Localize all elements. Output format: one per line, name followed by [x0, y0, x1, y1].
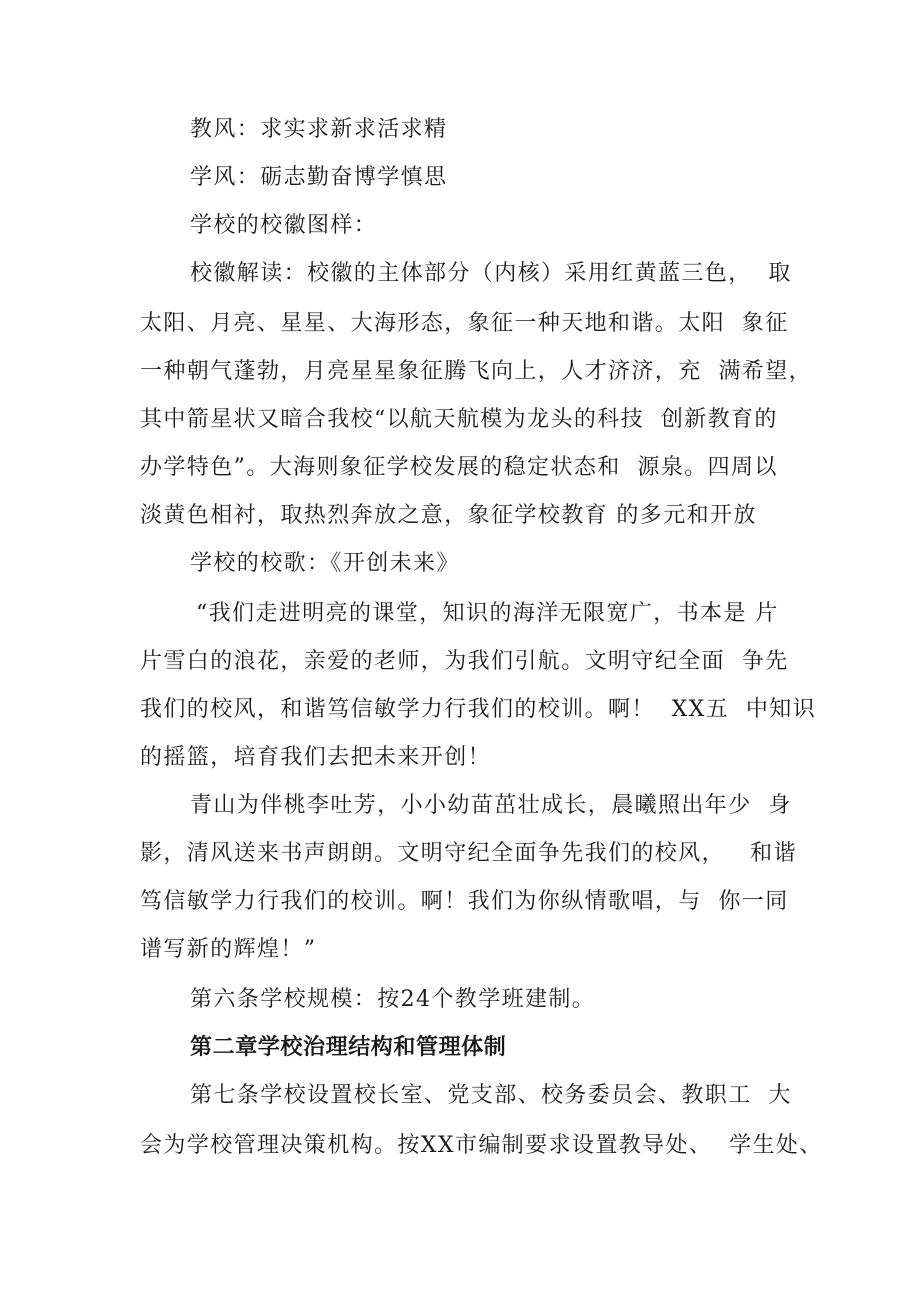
song-lyrics-line: 谱写新的辉煌！”: [140, 937, 317, 962]
article-seven-line: 会为学校管理决策机构。按XX市编制要求设置教导处、 学生处、: [140, 1133, 823, 1158]
song-lyrics-line: 片雪白的浪花，亲爱的老师，为我们引航。文明守纪全面 争先: [140, 649, 789, 674]
song-lyrics-line: 笃信敏学力行我们的校训。啊！我们为你纵情歌唱，与 你一同: [140, 889, 789, 914]
article-seven-line: 第七条学校设置校长室、党支部、校务委员会、教职工 大: [190, 1083, 792, 1108]
chapter-heading: 第二章学校治理结构和管理体制: [190, 1035, 507, 1060]
emblem-interpretation-line: 一种朝气蓬勃，月亮星星象征腾飞向上，人才济济，充 满希望，: [140, 359, 812, 384]
motto-teaching-style: 教风：求实求新求活求精: [190, 117, 448, 142]
article-six-school-scale: 第六条学校规模：按24个教学班建制。: [190, 987, 596, 1012]
emblem-sample-label: 学校的校徽图样：: [190, 213, 378, 238]
song-lyrics-line: 影，清风送来书声朗朗。文明守纪全面争先我们的校风， 和谐: [140, 841, 797, 866]
emblem-interpretation-line: 淡黄色相衬，取热烈奔放之意，象征学校教育 的多元和开放: [140, 503, 757, 528]
song-lyrics-line: “我们走进明亮的课堂，知识的海洋无限宽广，书本是 片: [196, 601, 779, 626]
emblem-interpretation-line: 其中箭星状又暗合我校“以航天航模为龙头的科技 创新教育的: [140, 407, 778, 432]
song-lyrics-line: 的摇篮，培育我们去把未来开创！: [140, 745, 492, 770]
school-song-title: 学校的校歌：《开创未来》: [190, 551, 460, 576]
song-lyrics-line: 青山为伴桃李吐芳，小小幼苗茁壮成长，晨曦照出年少 身: [190, 793, 792, 818]
emblem-interpretation-line: 办学特色”。大海则象征学校发展的稳定状态和 源泉。四周以: [140, 455, 778, 480]
song-lyrics-line: 我们的校风，和谐笃信敏学力行我们的校训。啊！ XX五 中知识: [140, 697, 817, 722]
emblem-interpretation-line: 太阳、月亮、星星、大海形态，象征一种天地和谐。太阳 象征: [140, 311, 789, 336]
emblem-interpretation-line: 校徽解读：校徽的主体部分（内核）采用红黄蓝三色， 取: [190, 261, 792, 286]
motto-learning-style: 学风：砺志勤奋博学慎思: [190, 165, 448, 190]
